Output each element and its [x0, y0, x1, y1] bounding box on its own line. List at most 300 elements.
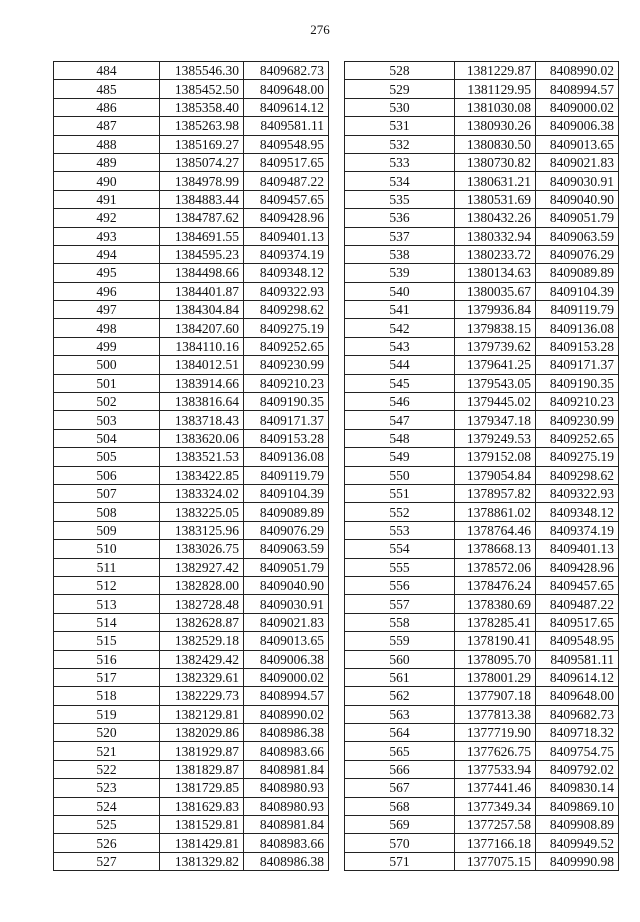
- y-coordinate-cell: 8408986.38: [244, 852, 329, 870]
- y-coordinate-cell: 8408994.57: [244, 687, 329, 705]
- table-row: [345, 632, 619, 650]
- x-coordinate-cell: 1381129.95: [455, 80, 536, 98]
- x-coordinate-cell: 1377626.75: [455, 742, 536, 760]
- y-coordinate-cell: 8409457.65: [244, 190, 329, 208]
- x-coordinate-cell: 1383225.05: [160, 503, 244, 521]
- coordinates-table-left: [53, 61, 329, 871]
- point-number-cell: 496: [54, 282, 160, 300]
- point-number-cell: 517: [54, 668, 160, 686]
- point-number-cell: 543: [345, 337, 455, 355]
- x-coordinate-cell: 1381729.85: [160, 779, 244, 797]
- y-coordinate-cell: 8409298.62: [244, 301, 329, 319]
- y-coordinate-cell: 8409322.93: [536, 484, 619, 502]
- x-coordinate-cell: 1384110.16: [160, 337, 244, 355]
- y-coordinate-cell: 8409581.11: [536, 650, 619, 668]
- point-number-cell: 560: [345, 650, 455, 668]
- table-row: [54, 503, 329, 521]
- y-coordinate-cell: 8409171.37: [536, 356, 619, 374]
- y-coordinate-cell: 8409051.79: [536, 209, 619, 227]
- y-coordinate-cell: 8408990.02: [244, 705, 329, 723]
- table-row: [345, 742, 619, 760]
- table-body: [54, 62, 329, 871]
- point-number-cell: 500: [54, 356, 160, 374]
- point-number-cell: 514: [54, 613, 160, 631]
- y-coordinate-cell: 8409040.90: [536, 190, 619, 208]
- y-coordinate-cell: 8409648.00: [536, 687, 619, 705]
- table-row: [345, 153, 619, 171]
- table-row: [54, 724, 329, 742]
- x-coordinate-cell: 1383718.43: [160, 411, 244, 429]
- y-coordinate-cell: 8408981.84: [244, 816, 329, 834]
- table-row: [345, 797, 619, 815]
- table-row: [54, 264, 329, 282]
- y-coordinate-cell: 8409682.73: [536, 705, 619, 723]
- x-coordinate-cell: 1379249.53: [455, 429, 536, 447]
- y-coordinate-cell: 8409428.96: [536, 558, 619, 576]
- point-number-cell: 485: [54, 80, 160, 98]
- x-coordinate-cell: 1377441.46: [455, 779, 536, 797]
- table-row: [54, 429, 329, 447]
- point-number-cell: 571: [345, 852, 455, 870]
- point-number-cell: 525: [54, 816, 160, 834]
- table-row: [345, 613, 619, 631]
- y-coordinate-cell: 8409153.28: [244, 429, 329, 447]
- table-row: [54, 540, 329, 558]
- x-coordinate-cell: 1381529.81: [160, 816, 244, 834]
- y-coordinate-cell: 8409401.13: [244, 227, 329, 245]
- point-number-cell: 518: [54, 687, 160, 705]
- point-number-cell: 502: [54, 393, 160, 411]
- point-number-cell: 494: [54, 245, 160, 263]
- table-row: [345, 724, 619, 742]
- table-row: [54, 521, 329, 539]
- x-coordinate-cell: 1381229.87: [455, 62, 536, 80]
- table-row: [345, 852, 619, 870]
- point-number-cell: 548: [345, 429, 455, 447]
- x-coordinate-cell: 1382329.61: [160, 668, 244, 686]
- y-coordinate-cell: 8409210.23: [244, 374, 329, 392]
- table-row: [54, 448, 329, 466]
- y-coordinate-cell: 8409252.65: [536, 429, 619, 447]
- x-coordinate-cell: 1377075.15: [455, 852, 536, 870]
- y-coordinate-cell: 8409051.79: [244, 558, 329, 576]
- table-row: [54, 227, 329, 245]
- point-number-cell: 504: [54, 429, 160, 447]
- point-number-cell: 569: [345, 816, 455, 834]
- x-coordinate-cell: 1383324.02: [160, 484, 244, 502]
- x-coordinate-cell: 1378285.41: [455, 613, 536, 631]
- x-coordinate-cell: 1377533.94: [455, 760, 536, 778]
- table-row: [345, 135, 619, 153]
- x-coordinate-cell: 1378190.41: [455, 632, 536, 650]
- point-number-cell: 545: [345, 374, 455, 392]
- y-coordinate-cell: 8409190.35: [536, 374, 619, 392]
- x-coordinate-cell: 1382628.87: [160, 613, 244, 631]
- x-coordinate-cell: 1380631.21: [455, 172, 536, 190]
- y-coordinate-cell: 8409013.65: [244, 632, 329, 650]
- y-coordinate-cell: 8409000.02: [244, 668, 329, 686]
- point-number-cell: 524: [54, 797, 160, 815]
- table-row: [54, 632, 329, 650]
- y-coordinate-cell: 8409230.99: [244, 356, 329, 374]
- x-coordinate-cell: 1379739.62: [455, 337, 536, 355]
- x-coordinate-cell: 1379054.84: [455, 466, 536, 484]
- y-coordinate-cell: 8409792.02: [536, 760, 619, 778]
- x-coordinate-cell: 1378476.24: [455, 576, 536, 594]
- y-coordinate-cell: 8409990.98: [536, 852, 619, 870]
- table-row: [54, 852, 329, 870]
- table-row: [54, 558, 329, 576]
- table-row: [345, 98, 619, 116]
- y-coordinate-cell: 8409548.95: [244, 135, 329, 153]
- table-row: [54, 613, 329, 631]
- point-number-cell: 526: [54, 834, 160, 852]
- table-row: [54, 466, 329, 484]
- x-coordinate-cell: 1383521.53: [160, 448, 244, 466]
- table-row: [345, 779, 619, 797]
- table-row: [54, 80, 329, 98]
- point-number-cell: 486: [54, 98, 160, 116]
- point-number-cell: 564: [345, 724, 455, 742]
- point-number-cell: 487: [54, 117, 160, 135]
- y-coordinate-cell: 8409275.19: [244, 319, 329, 337]
- y-coordinate-cell: 8409908.89: [536, 816, 619, 834]
- point-number-cell: 508: [54, 503, 160, 521]
- x-coordinate-cell: 1380134.63: [455, 264, 536, 282]
- table-row: [345, 80, 619, 98]
- y-coordinate-cell: 8409428.96: [244, 209, 329, 227]
- y-coordinate-cell: 8409104.39: [536, 282, 619, 300]
- table-row: [345, 558, 619, 576]
- x-coordinate-cell: 1379543.05: [455, 374, 536, 392]
- table-row: [345, 484, 619, 502]
- y-coordinate-cell: 8409648.00: [244, 80, 329, 98]
- table-row: [345, 521, 619, 539]
- table-row: [54, 668, 329, 686]
- y-coordinate-cell: 8409153.28: [536, 337, 619, 355]
- x-coordinate-cell: 1377257.58: [455, 816, 536, 834]
- x-coordinate-cell: 1382129.81: [160, 705, 244, 723]
- x-coordinate-cell: 1379936.84: [455, 301, 536, 319]
- point-number-cell: 491: [54, 190, 160, 208]
- x-coordinate-cell: 1379838.15: [455, 319, 536, 337]
- point-number-cell: 549: [345, 448, 455, 466]
- x-coordinate-cell: 1383125.96: [160, 521, 244, 539]
- x-coordinate-cell: 1379445.02: [455, 393, 536, 411]
- y-coordinate-cell: 8409322.93: [244, 282, 329, 300]
- table-row: [54, 393, 329, 411]
- table-row: [345, 374, 619, 392]
- point-number-cell: 530: [345, 98, 455, 116]
- point-number-cell: 563: [345, 705, 455, 723]
- point-number-cell: 557: [345, 595, 455, 613]
- x-coordinate-cell: 1384691.55: [160, 227, 244, 245]
- y-coordinate-cell: 8409830.14: [536, 779, 619, 797]
- x-coordinate-cell: 1381329.82: [160, 852, 244, 870]
- point-number-cell: 567: [345, 779, 455, 797]
- x-coordinate-cell: 1384401.87: [160, 282, 244, 300]
- table-row: [345, 466, 619, 484]
- point-number-cell: 547: [345, 411, 455, 429]
- y-coordinate-cell: 8409457.65: [536, 576, 619, 594]
- x-coordinate-cell: 1379152.08: [455, 448, 536, 466]
- x-coordinate-cell: 1377349.34: [455, 797, 536, 815]
- point-number-cell: 488: [54, 135, 160, 153]
- y-coordinate-cell: 8409000.02: [536, 98, 619, 116]
- x-coordinate-cell: 1384595.23: [160, 245, 244, 263]
- point-number-cell: 542: [345, 319, 455, 337]
- point-number-cell: 484: [54, 62, 160, 80]
- table-row: [345, 834, 619, 852]
- table-row: [54, 209, 329, 227]
- y-coordinate-cell: 8409401.13: [536, 540, 619, 558]
- x-coordinate-cell: 1382029.86: [160, 724, 244, 742]
- point-number-cell: 499: [54, 337, 160, 355]
- table-row: [54, 337, 329, 355]
- table-row: [345, 190, 619, 208]
- point-number-cell: 509: [54, 521, 160, 539]
- y-coordinate-cell: 8409718.32: [536, 724, 619, 742]
- point-number-cell: 515: [54, 632, 160, 650]
- point-number-cell: 519: [54, 705, 160, 723]
- point-number-cell: 507: [54, 484, 160, 502]
- y-coordinate-cell: 8409548.95: [536, 632, 619, 650]
- x-coordinate-cell: 1384207.60: [160, 319, 244, 337]
- y-coordinate-cell: 8409682.73: [244, 62, 329, 80]
- y-coordinate-cell: 8409006.38: [244, 650, 329, 668]
- table-row: [345, 540, 619, 558]
- y-coordinate-cell: 8409614.12: [244, 98, 329, 116]
- point-number-cell: 550: [345, 466, 455, 484]
- table-row: [54, 576, 329, 594]
- x-coordinate-cell: 1381629.83: [160, 797, 244, 815]
- x-coordinate-cell: 1382828.00: [160, 576, 244, 594]
- point-number-cell: 497: [54, 301, 160, 319]
- table-row: [345, 62, 619, 80]
- x-coordinate-cell: 1379641.25: [455, 356, 536, 374]
- y-coordinate-cell: 8409517.65: [244, 153, 329, 171]
- point-number-cell: 544: [345, 356, 455, 374]
- x-coordinate-cell: 1385358.40: [160, 98, 244, 116]
- point-number-cell: 495: [54, 264, 160, 282]
- table-row: [345, 668, 619, 686]
- point-number-cell: 551: [345, 484, 455, 502]
- x-coordinate-cell: 1381429.81: [160, 834, 244, 852]
- x-coordinate-cell: 1378380.69: [455, 595, 536, 613]
- table-row: [345, 245, 619, 263]
- y-coordinate-cell: 8409374.19: [244, 245, 329, 263]
- point-number-cell: 534: [345, 172, 455, 190]
- x-coordinate-cell: 1377166.18: [455, 834, 536, 852]
- table-row: [54, 834, 329, 852]
- table-row: [345, 429, 619, 447]
- y-coordinate-cell: 8409298.62: [536, 466, 619, 484]
- table-row: [345, 282, 619, 300]
- table-row: [54, 779, 329, 797]
- y-coordinate-cell: 8409089.89: [536, 264, 619, 282]
- table-row: [54, 153, 329, 171]
- table-row: [54, 190, 329, 208]
- table-row: [54, 356, 329, 374]
- y-coordinate-cell: 8409021.83: [536, 153, 619, 171]
- y-coordinate-cell: 8409487.22: [244, 172, 329, 190]
- x-coordinate-cell: 1381829.87: [160, 760, 244, 778]
- point-number-cell: 503: [54, 411, 160, 429]
- x-coordinate-cell: 1380930.26: [455, 117, 536, 135]
- y-coordinate-cell: 8409581.11: [244, 117, 329, 135]
- table-row: [345, 117, 619, 135]
- point-number-cell: 540: [345, 282, 455, 300]
- y-coordinate-cell: 8409076.29: [536, 245, 619, 263]
- point-number-cell: 490: [54, 172, 160, 190]
- point-number-cell: 529: [345, 80, 455, 98]
- x-coordinate-cell: 1377907.18: [455, 687, 536, 705]
- table-row: [345, 301, 619, 319]
- table-row: [54, 301, 329, 319]
- point-number-cell: 536: [345, 209, 455, 227]
- table-row: [345, 319, 619, 337]
- x-coordinate-cell: 1378861.02: [455, 503, 536, 521]
- y-coordinate-cell: 8409104.39: [244, 484, 329, 502]
- table-row: [345, 816, 619, 834]
- table-body: [345, 62, 619, 871]
- x-coordinate-cell: 1380233.72: [455, 245, 536, 263]
- point-number-cell: 523: [54, 779, 160, 797]
- x-coordinate-cell: 1378001.29: [455, 668, 536, 686]
- y-coordinate-cell: 8409869.10: [536, 797, 619, 815]
- point-number-cell: 561: [345, 668, 455, 686]
- x-coordinate-cell: 1377719.90: [455, 724, 536, 742]
- x-coordinate-cell: 1383620.06: [160, 429, 244, 447]
- y-coordinate-cell: 8408980.93: [244, 779, 329, 797]
- y-coordinate-cell: 8409517.65: [536, 613, 619, 631]
- point-number-cell: 527: [54, 852, 160, 870]
- y-coordinate-cell: 8409348.12: [536, 503, 619, 521]
- point-number-cell: 492: [54, 209, 160, 227]
- table-row: [54, 411, 329, 429]
- y-coordinate-cell: 8409136.08: [536, 319, 619, 337]
- table-row: [345, 595, 619, 613]
- x-coordinate-cell: 1381030.08: [455, 98, 536, 116]
- point-number-cell: 566: [345, 760, 455, 778]
- x-coordinate-cell: 1382529.18: [160, 632, 244, 650]
- point-number-cell: 568: [345, 797, 455, 815]
- y-coordinate-cell: 8409030.91: [244, 595, 329, 613]
- y-coordinate-cell: 8409119.79: [244, 466, 329, 484]
- y-coordinate-cell: 8409348.12: [244, 264, 329, 282]
- table-row: [54, 687, 329, 705]
- point-number-cell: 562: [345, 687, 455, 705]
- point-number-cell: 505: [54, 448, 160, 466]
- table-row: [345, 448, 619, 466]
- table-row: [54, 172, 329, 190]
- point-number-cell: 532: [345, 135, 455, 153]
- table-row: [345, 576, 619, 594]
- point-number-cell: 506: [54, 466, 160, 484]
- x-coordinate-cell: 1382429.42: [160, 650, 244, 668]
- y-coordinate-cell: 8409136.08: [244, 448, 329, 466]
- point-number-cell: 539: [345, 264, 455, 282]
- y-coordinate-cell: 8409614.12: [536, 668, 619, 686]
- y-coordinate-cell: 8408986.38: [244, 724, 329, 742]
- point-number-cell: 498: [54, 319, 160, 337]
- table-row: [345, 503, 619, 521]
- y-coordinate-cell: 8409089.89: [244, 503, 329, 521]
- x-coordinate-cell: 1380432.26: [455, 209, 536, 227]
- table-row: [54, 282, 329, 300]
- y-coordinate-cell: 8409374.19: [536, 521, 619, 539]
- point-number-cell: 521: [54, 742, 160, 760]
- table-row: [345, 393, 619, 411]
- x-coordinate-cell: 1383422.85: [160, 466, 244, 484]
- y-coordinate-cell: 8409210.23: [536, 393, 619, 411]
- x-coordinate-cell: 1381929.87: [160, 742, 244, 760]
- y-coordinate-cell: 8409063.59: [536, 227, 619, 245]
- x-coordinate-cell: 1380332.94: [455, 227, 536, 245]
- point-number-cell: 565: [345, 742, 455, 760]
- y-coordinate-cell: 8409171.37: [244, 411, 329, 429]
- y-coordinate-cell: 8408983.66: [244, 834, 329, 852]
- y-coordinate-cell: 8409252.65: [244, 337, 329, 355]
- point-number-cell: 537: [345, 227, 455, 245]
- point-number-cell: 553: [345, 521, 455, 539]
- x-coordinate-cell: 1385452.50: [160, 80, 244, 98]
- point-number-cell: 533: [345, 153, 455, 171]
- x-coordinate-cell: 1383026.75: [160, 540, 244, 558]
- y-coordinate-cell: 8409949.52: [536, 834, 619, 852]
- x-coordinate-cell: 1380035.67: [455, 282, 536, 300]
- x-coordinate-cell: 1385546.30: [160, 62, 244, 80]
- point-number-cell: 510: [54, 540, 160, 558]
- table-row: [54, 319, 329, 337]
- y-coordinate-cell: 8409275.19: [536, 448, 619, 466]
- point-number-cell: 535: [345, 190, 455, 208]
- table-row: [54, 742, 329, 760]
- point-number-cell: 501: [54, 374, 160, 392]
- point-number-cell: 512: [54, 576, 160, 594]
- point-number-cell: 520: [54, 724, 160, 742]
- x-coordinate-cell: 1380531.69: [455, 190, 536, 208]
- point-number-cell: 538: [345, 245, 455, 263]
- x-coordinate-cell: 1382728.48: [160, 595, 244, 613]
- x-coordinate-cell: 1384978.99: [160, 172, 244, 190]
- point-number-cell: 556: [345, 576, 455, 594]
- point-number-cell: 546: [345, 393, 455, 411]
- point-number-cell: 555: [345, 558, 455, 576]
- point-number-cell: 531: [345, 117, 455, 135]
- y-coordinate-cell: 8408980.93: [244, 797, 329, 815]
- table-row: [345, 705, 619, 723]
- x-coordinate-cell: 1382229.73: [160, 687, 244, 705]
- x-coordinate-cell: 1383816.64: [160, 393, 244, 411]
- x-coordinate-cell: 1378764.46: [455, 521, 536, 539]
- table-row: [345, 687, 619, 705]
- x-coordinate-cell: 1382927.42: [160, 558, 244, 576]
- y-coordinate-cell: 8408981.84: [244, 760, 329, 778]
- table-row: [54, 650, 329, 668]
- y-coordinate-cell: 8409190.35: [244, 393, 329, 411]
- x-coordinate-cell: 1378095.70: [455, 650, 536, 668]
- y-coordinate-cell: 8409013.65: [536, 135, 619, 153]
- table-row: [54, 62, 329, 80]
- x-coordinate-cell: 1384787.62: [160, 209, 244, 227]
- table-row: [54, 117, 329, 135]
- y-coordinate-cell: 8408983.66: [244, 742, 329, 760]
- table-row: [54, 816, 329, 834]
- table-row: [345, 172, 619, 190]
- x-coordinate-cell: 1378957.82: [455, 484, 536, 502]
- x-coordinate-cell: 1385263.98: [160, 117, 244, 135]
